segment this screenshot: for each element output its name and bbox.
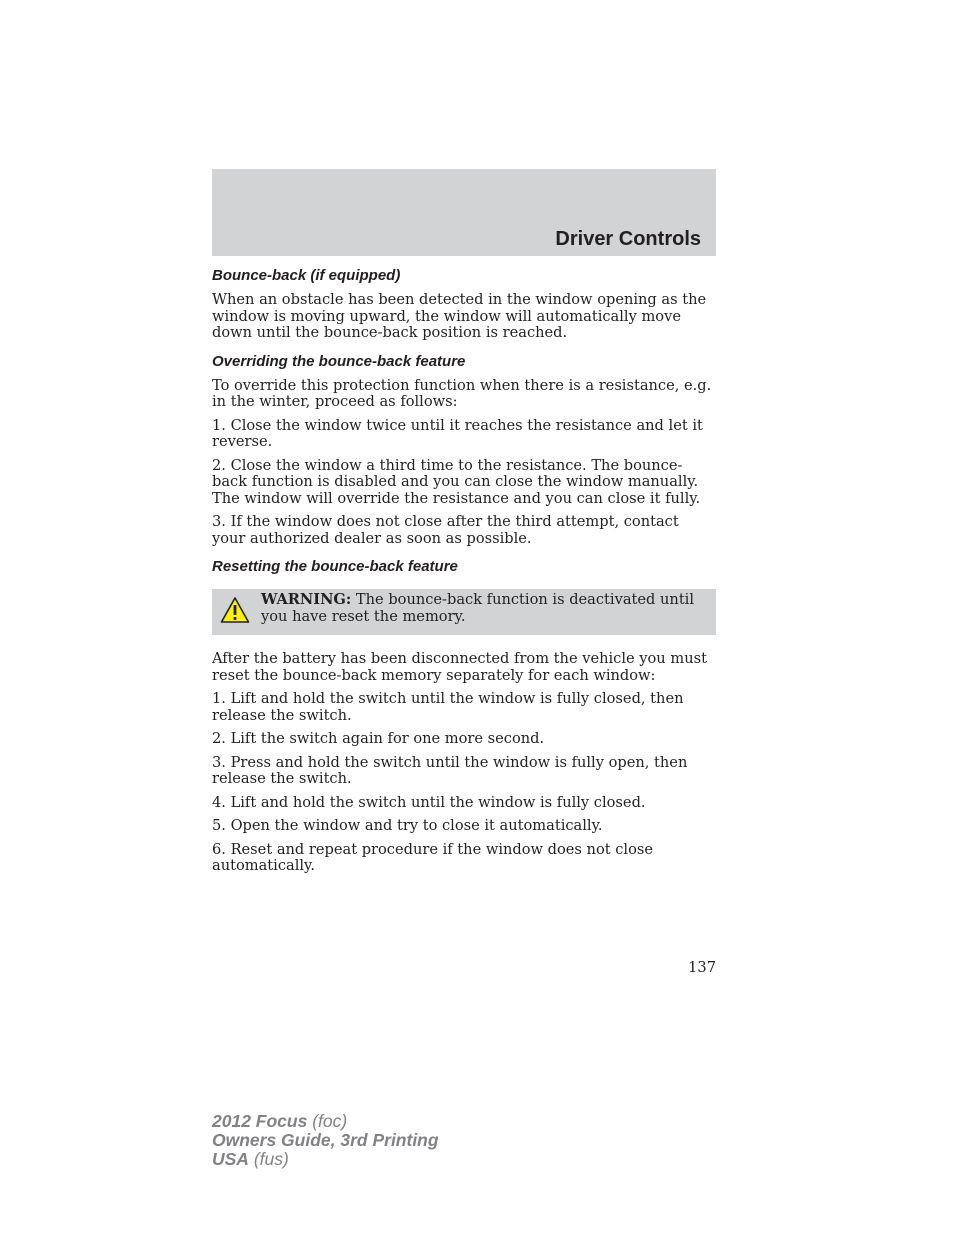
heading-overriding: Overriding the bounce-back feature	[212, 352, 466, 370]
footer-line-1	[212, 1112, 439, 1131]
list-item: 4. Lift and hold the switch until the window is fully closed.	[212, 793, 646, 811]
footer-line-2	[212, 1131, 439, 1150]
list-item: 6. Reset and repeat procedure if the window does not close automatically.	[212, 840, 653, 874]
footer-edition: Owners Guide, 3rd Printing	[212, 1130, 439, 1150]
document-footer	[212, 1112, 439, 1169]
list-item: 1. Lift and hold the switch until the window is fully closed, then release the switch.	[212, 690, 684, 724]
warning-triangle-icon	[220, 596, 250, 624]
footer-model: 2012 Focus	[212, 1111, 308, 1131]
paragraph: After the battery has been disconnected from the vehicle you must reset the bounce-back memory separately for each window:	[212, 650, 707, 684]
page-content	[212, 266, 716, 882]
section-header-band	[212, 169, 716, 256]
list-item: 5. Open the window and try to close it automatically.	[212, 817, 603, 834]
footer-market-code: (fus)	[253, 1149, 289, 1169]
footer-market: USA	[212, 1149, 249, 1169]
warning-label: WARNING:	[261, 591, 352, 608]
list-item: 2. Close the window a third time to the resistance. The bounce-back function is disabled and you can close the window manually. The window will override the resistance and you can close it fully.	[212, 456, 701, 507]
warning-message: The bounce-back function is deactivated until you have reset the memory.	[261, 591, 695, 625]
warning-box	[212, 589, 716, 635]
list-item: 3. If the window does not close after the third attempt, contact your authorized dealer as soon as possible.	[212, 513, 679, 547]
page-number: 137	[688, 959, 716, 976]
warning-text	[261, 592, 706, 625]
footer-line-3	[212, 1150, 439, 1169]
section-title: Driver Controls	[555, 228, 701, 250]
heading-bounce-back: Bounce-back (if equipped)	[212, 267, 401, 284]
list-item: 2. Lift the switch again for one more second.	[212, 730, 545, 747]
paragraph: To override this protection function when there is a resistance, e.g. in the winter, proceed as follows:	[212, 376, 712, 410]
footer-model-code: (foc)	[312, 1111, 348, 1131]
heading-resetting: Resetting the bounce-back feature	[212, 558, 458, 575]
list-item: 3. Press and hold the switch until the window is fully open, then release the switch.	[212, 753, 688, 787]
paragraph: When an obstacle has been detected in the window opening as the window is moving upward, the window will automatically move down until the bounce-back position is reached.	[212, 291, 707, 341]
list-item: 1. Close the window twice until it reaches the resistance and let it reverse.	[212, 416, 703, 450]
